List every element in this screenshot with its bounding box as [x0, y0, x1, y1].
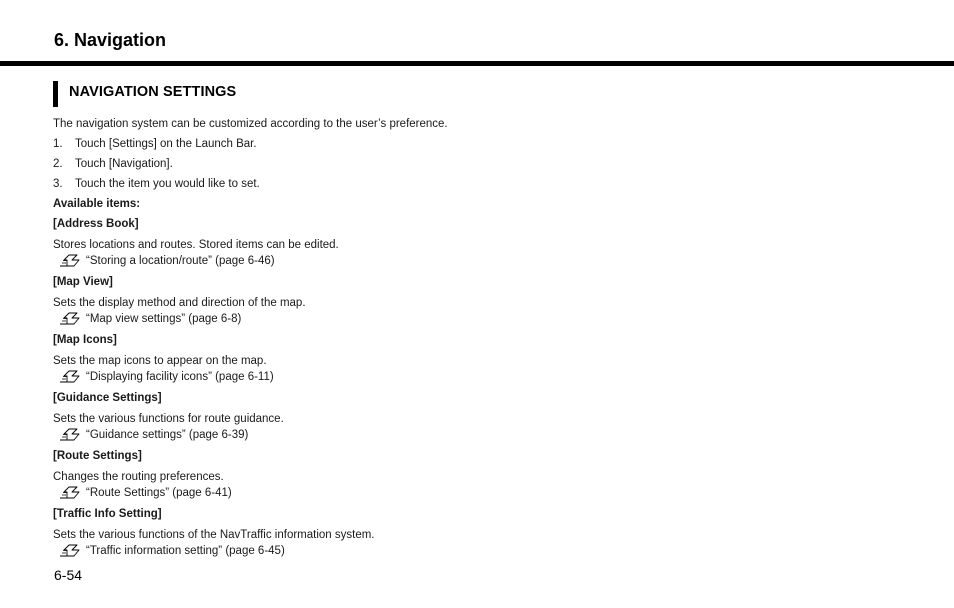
settings-item-map-view [53, 274, 913, 327]
item-description: Changes the routing preferences. [53, 471, 224, 483]
reference-pointer-icon [58, 370, 82, 384]
page-reference[interactable] [53, 427, 913, 443]
page-reference[interactable] [53, 543, 913, 559]
chapter-divider [0, 61, 954, 66]
reference-text: “Route Settings” (page 6-41) [86, 487, 232, 499]
reference-text: “Storing a location/route” (page 6-46) [86, 255, 275, 267]
reference-text: “Traffic information setting” (page 6-45) [86, 545, 285, 557]
settings-item-route-settings [53, 448, 913, 501]
item-name: [Route Settings] [53, 450, 142, 462]
settings-item-traffic-info-setting [53, 506, 913, 559]
page-reference[interactable] [53, 369, 913, 385]
reference-pointer-icon [58, 486, 82, 500]
reference-pointer-icon [58, 312, 82, 326]
step-text: Touch [Navigation]. [75, 158, 173, 170]
section-marker-bar [53, 81, 58, 107]
item-description: Stores locations and routes. Stored items can be edited. [53, 239, 339, 251]
step-item [53, 156, 913, 172]
step-item [53, 136, 913, 152]
item-description: Sets the display method and direction of the map. [53, 297, 306, 309]
item-name: [Traffic Info Setting] [53, 508, 162, 520]
step-item [53, 176, 913, 192]
item-name: [Address Book] [53, 218, 139, 230]
page-reference[interactable] [53, 311, 913, 327]
reference-pointer-icon [58, 254, 82, 268]
item-description: Sets the various functions of the NavTraffic information system. [53, 529, 375, 541]
section-title: NAVIGATION SETTINGS [69, 84, 237, 100]
page-reference[interactable] [53, 253, 913, 269]
reference-text: “Guidance settings” (page 6-39) [86, 429, 249, 441]
section-content [53, 116, 913, 564]
settings-item-guidance-settings [53, 390, 913, 443]
step-number: 1. [53, 138, 63, 150]
step-text: Touch [Settings] on the Launch Bar. [75, 138, 257, 150]
item-name: [Guidance Settings] [53, 392, 162, 404]
settings-item-address-book [53, 216, 913, 269]
step-number: 3. [53, 178, 63, 190]
item-name: [Map View] [53, 276, 113, 288]
reference-pointer-icon [58, 428, 82, 442]
settings-item-map-icons [53, 332, 913, 385]
steps-list [53, 136, 913, 192]
reference-text: “Map view settings” (page 6-8) [86, 313, 242, 325]
chapter-title: 6. Navigation [54, 30, 167, 50]
step-text: Touch the item you would like to set. [75, 178, 260, 190]
step-number: 2. [53, 158, 63, 170]
item-description: Sets the various functions for route guidance. [53, 413, 284, 425]
page-number: 6-54 [54, 567, 83, 583]
available-items-label: Available items: [53, 198, 141, 210]
item-name: [Map Icons] [53, 334, 117, 346]
intro-text: The navigation system can be customized according to the user’s preference. [53, 118, 448, 130]
reference-pointer-icon [58, 544, 82, 558]
reference-text: “Displaying facility icons” (page 6-11) [86, 371, 274, 383]
item-description: Sets the map icons to appear on the map. [53, 355, 267, 367]
page-reference[interactable] [53, 485, 913, 501]
